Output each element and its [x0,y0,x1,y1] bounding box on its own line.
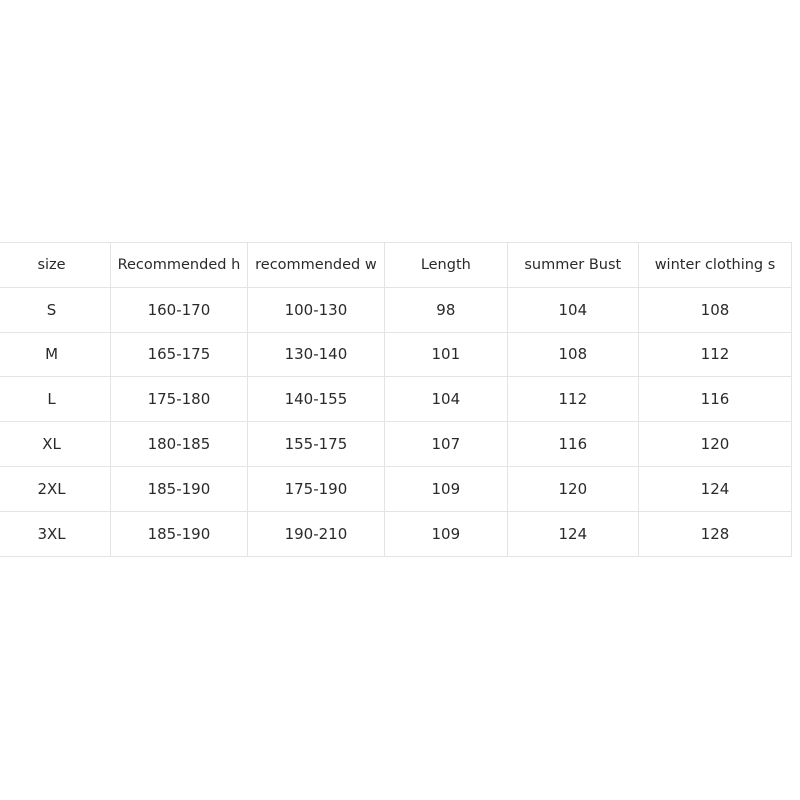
cell-summer-bust: 112 [507,377,638,422]
table-header-row [0,243,792,288]
cell-size: L [0,377,111,422]
cell-length: 98 [385,287,508,332]
table-row [0,332,792,377]
size-chart-table [0,242,792,557]
cell-size: XL [0,422,111,467]
header-size: size [0,243,111,288]
cell-recommended-weight: 190-210 [247,511,384,556]
cell-recommended-weight: 100-130 [247,287,384,332]
cell-winter-clothing: 116 [639,377,792,422]
header-length: Length [385,243,508,288]
cell-summer-bust: 116 [507,422,638,467]
cell-length: 107 [385,422,508,467]
cell-length: 101 [385,332,508,377]
cell-size: M [0,332,111,377]
cell-recommended-height: 175-180 [111,377,248,422]
cell-recommended-weight: 155-175 [247,422,384,467]
cell-recommended-height: 185-190 [111,511,248,556]
cell-winter-clothing: 128 [639,511,792,556]
cell-summer-bust: 108 [507,332,638,377]
cell-summer-bust: 104 [507,287,638,332]
cell-length: 109 [385,466,508,511]
cell-size: 3XL [0,511,111,556]
cell-winter-clothing: 120 [639,422,792,467]
table-row [0,511,792,556]
cell-recommended-height: 160-170 [111,287,248,332]
cell-size: 2XL [0,466,111,511]
table-row [0,422,792,467]
table-row [0,377,792,422]
cell-length: 104 [385,377,508,422]
header-summer-bust: summer Bust [507,243,638,288]
cell-summer-bust: 120 [507,466,638,511]
cell-size: S [0,287,111,332]
header-winter-clothing: winter clothing s [639,243,792,288]
cell-recommended-weight: 130-140 [247,332,384,377]
cell-recommended-height: 185-190 [111,466,248,511]
cell-recommended-weight: 175-190 [247,466,384,511]
cell-summer-bust: 124 [507,511,638,556]
cell-length: 109 [385,511,508,556]
cell-winter-clothing: 124 [639,466,792,511]
table-row [0,466,792,511]
cell-winter-clothing: 108 [639,287,792,332]
cell-winter-clothing: 112 [639,332,792,377]
cell-recommended-height: 165-175 [111,332,248,377]
header-recommended-height: Recommended h [111,243,248,288]
table-row [0,287,792,332]
cell-recommended-weight: 140-155 [247,377,384,422]
header-recommended-weight: recommended w [247,243,384,288]
cell-recommended-height: 180-185 [111,422,248,467]
